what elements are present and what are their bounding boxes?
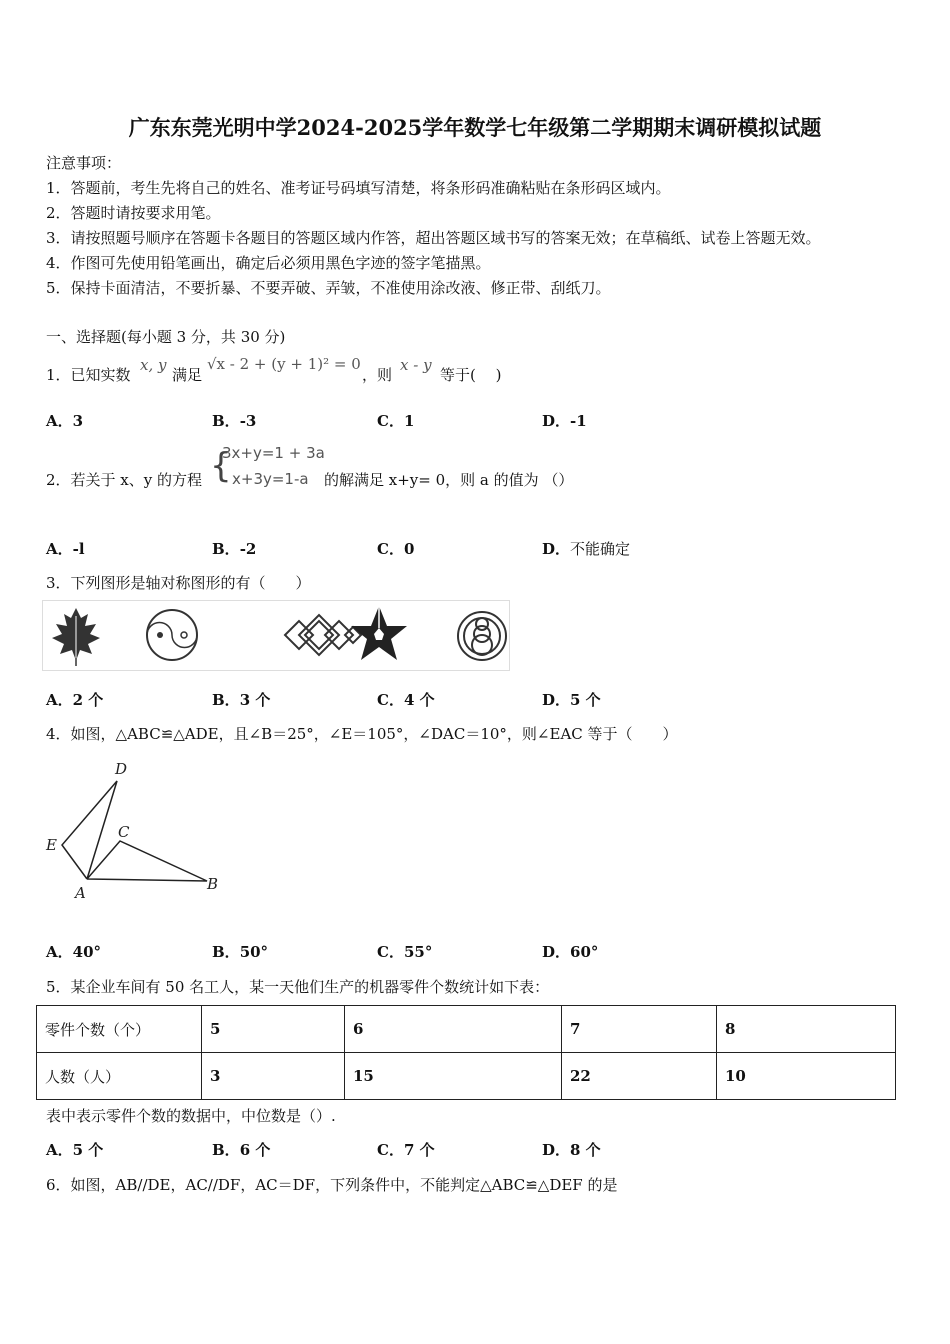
notice-item: 2．答题时请按要求用笔。 xyxy=(46,204,221,222)
point-e-label: E xyxy=(46,836,57,854)
q5-option-c: C．7 个 xyxy=(377,1141,435,1159)
q4-text: 4．如图，△ABC≌△ADE，且∠B＝25°，∠E＝105°，∠DAC＝10°，则∠EAC 等于（ ） xyxy=(46,725,678,743)
q4-option-b: B．50° xyxy=(212,943,269,961)
table-cell: 6 xyxy=(345,1006,562,1053)
q1-vars: x, y xyxy=(140,356,167,374)
q5-after-text: 表中表示零件个数的数据中，中位数是（）. xyxy=(46,1107,336,1125)
notice-item: 4．作图可先使用铅笔画出，确定后必须用黑色字迹的签字笔描黑。 xyxy=(46,254,491,272)
table-row xyxy=(37,1006,896,1053)
q3-option-b: B．3 个 xyxy=(212,691,271,709)
q3-option-a: A．2 个 xyxy=(46,691,104,709)
q3-option-d: D．5 个 xyxy=(542,691,601,709)
q1-prefix: 1．已知实数 xyxy=(46,366,131,384)
taiji-icon xyxy=(147,610,197,660)
q3-text: 3．下列图形是轴对称图形的有（ ） xyxy=(46,574,311,592)
q2-brace: { xyxy=(210,446,232,486)
section-heading: 一、选择题(每小题 3 分，共 30 分) xyxy=(46,328,286,346)
q1-mid: 满足 xyxy=(172,366,203,384)
point-b-label: B xyxy=(207,875,219,893)
table-cell: 零件个数（个） xyxy=(37,1006,202,1053)
q2-option-c: C．0 xyxy=(377,540,415,558)
q5-option-d: D．8 个 xyxy=(542,1141,601,1159)
q1-option-a: A．3 xyxy=(46,412,84,430)
notice-item: 5．保持卡面清洁，不要折暴、不要弄破、弄皱，不准使用涂改液、修正带、刮纸刀。 xyxy=(46,279,611,297)
q2-option-a: A．-l xyxy=(46,540,85,558)
q5-option-a: A．5 个 xyxy=(46,1141,104,1159)
q3-figures xyxy=(42,600,510,672)
knot-pattern-icon xyxy=(285,615,361,655)
table-cell: 8 xyxy=(717,1006,896,1053)
q3-option-c: C．4 个 xyxy=(377,691,435,709)
q5-option-b: B．6 个 xyxy=(212,1141,271,1159)
q2-suffix: 的解满足 x+y= 0，则 a 的值为 （） xyxy=(324,471,574,489)
table-cell: 22 xyxy=(562,1053,717,1100)
table-cell: 10 xyxy=(717,1053,896,1100)
page-title: 广东东莞光明中学2024-2025学年数学七年级第二学期期末调研模拟试题 xyxy=(128,115,822,140)
q1-option-b: B．-3 xyxy=(212,412,257,430)
notice-item: 3．请按照题号顺序在答题卡各题目的答题区域内作答，超出答题区域书写的答案无效；在草稿纸、试卷上答题无效。 xyxy=(46,229,821,247)
q6-text: 6．如图，AB//DE，AC//DF，AC＝DF，下列条件中，不能判定△ABC≌△DEF 的是 xyxy=(46,1176,618,1194)
q4-option-a: A．40° xyxy=(46,943,102,961)
q1-option-c: C．1 xyxy=(377,412,415,430)
q4-option-c: C．55° xyxy=(377,943,433,961)
q4-option-d: D．60° xyxy=(542,943,599,961)
q2-equation-1: 3x+y=1 + 3a xyxy=(222,444,325,462)
q2-option-b: B．-2 xyxy=(212,540,257,558)
table-cell: 3 xyxy=(202,1053,345,1100)
point-a-label: A xyxy=(75,884,86,902)
circles-icon xyxy=(458,612,506,660)
point-d-label: D xyxy=(115,760,128,778)
q1-option-d: D．-1 xyxy=(542,412,587,430)
q2-prefix: 2．若关于 x、y 的方程 xyxy=(46,471,203,489)
notice-heading: 注意事项： xyxy=(46,154,122,172)
notice-item: 1．答题前，考生先将自己的姓名、准考证号码填写清楚，将条形码准确粘贴在条形码区域内。 xyxy=(46,179,671,197)
q2-equation-2: x+3y=1-a xyxy=(232,470,309,488)
maple-leaf-icon xyxy=(52,608,100,666)
q5-text: 5．某企业车间有 50 名工人，某一天他们生产的机器零件个数统计如下表： xyxy=(46,978,550,996)
table-cell: 15 xyxy=(345,1053,562,1100)
q5-table xyxy=(36,1005,896,1100)
q4-figure xyxy=(40,756,230,906)
table-row xyxy=(37,1053,896,1100)
q1-then: ，则 xyxy=(362,366,393,384)
table-cell: 5 xyxy=(202,1006,345,1053)
table-cell: 人数（人） xyxy=(37,1053,202,1100)
q1-equation: √x - 2 + (y + 1)² = 0 xyxy=(207,355,361,373)
q1-suffix: 等于( ) xyxy=(440,366,502,384)
q2-option-d: D．不能确定 xyxy=(542,540,631,558)
point-c-label: C xyxy=(118,823,130,841)
q1-expression: x - y xyxy=(400,356,432,374)
table-cell: 7 xyxy=(562,1006,717,1053)
